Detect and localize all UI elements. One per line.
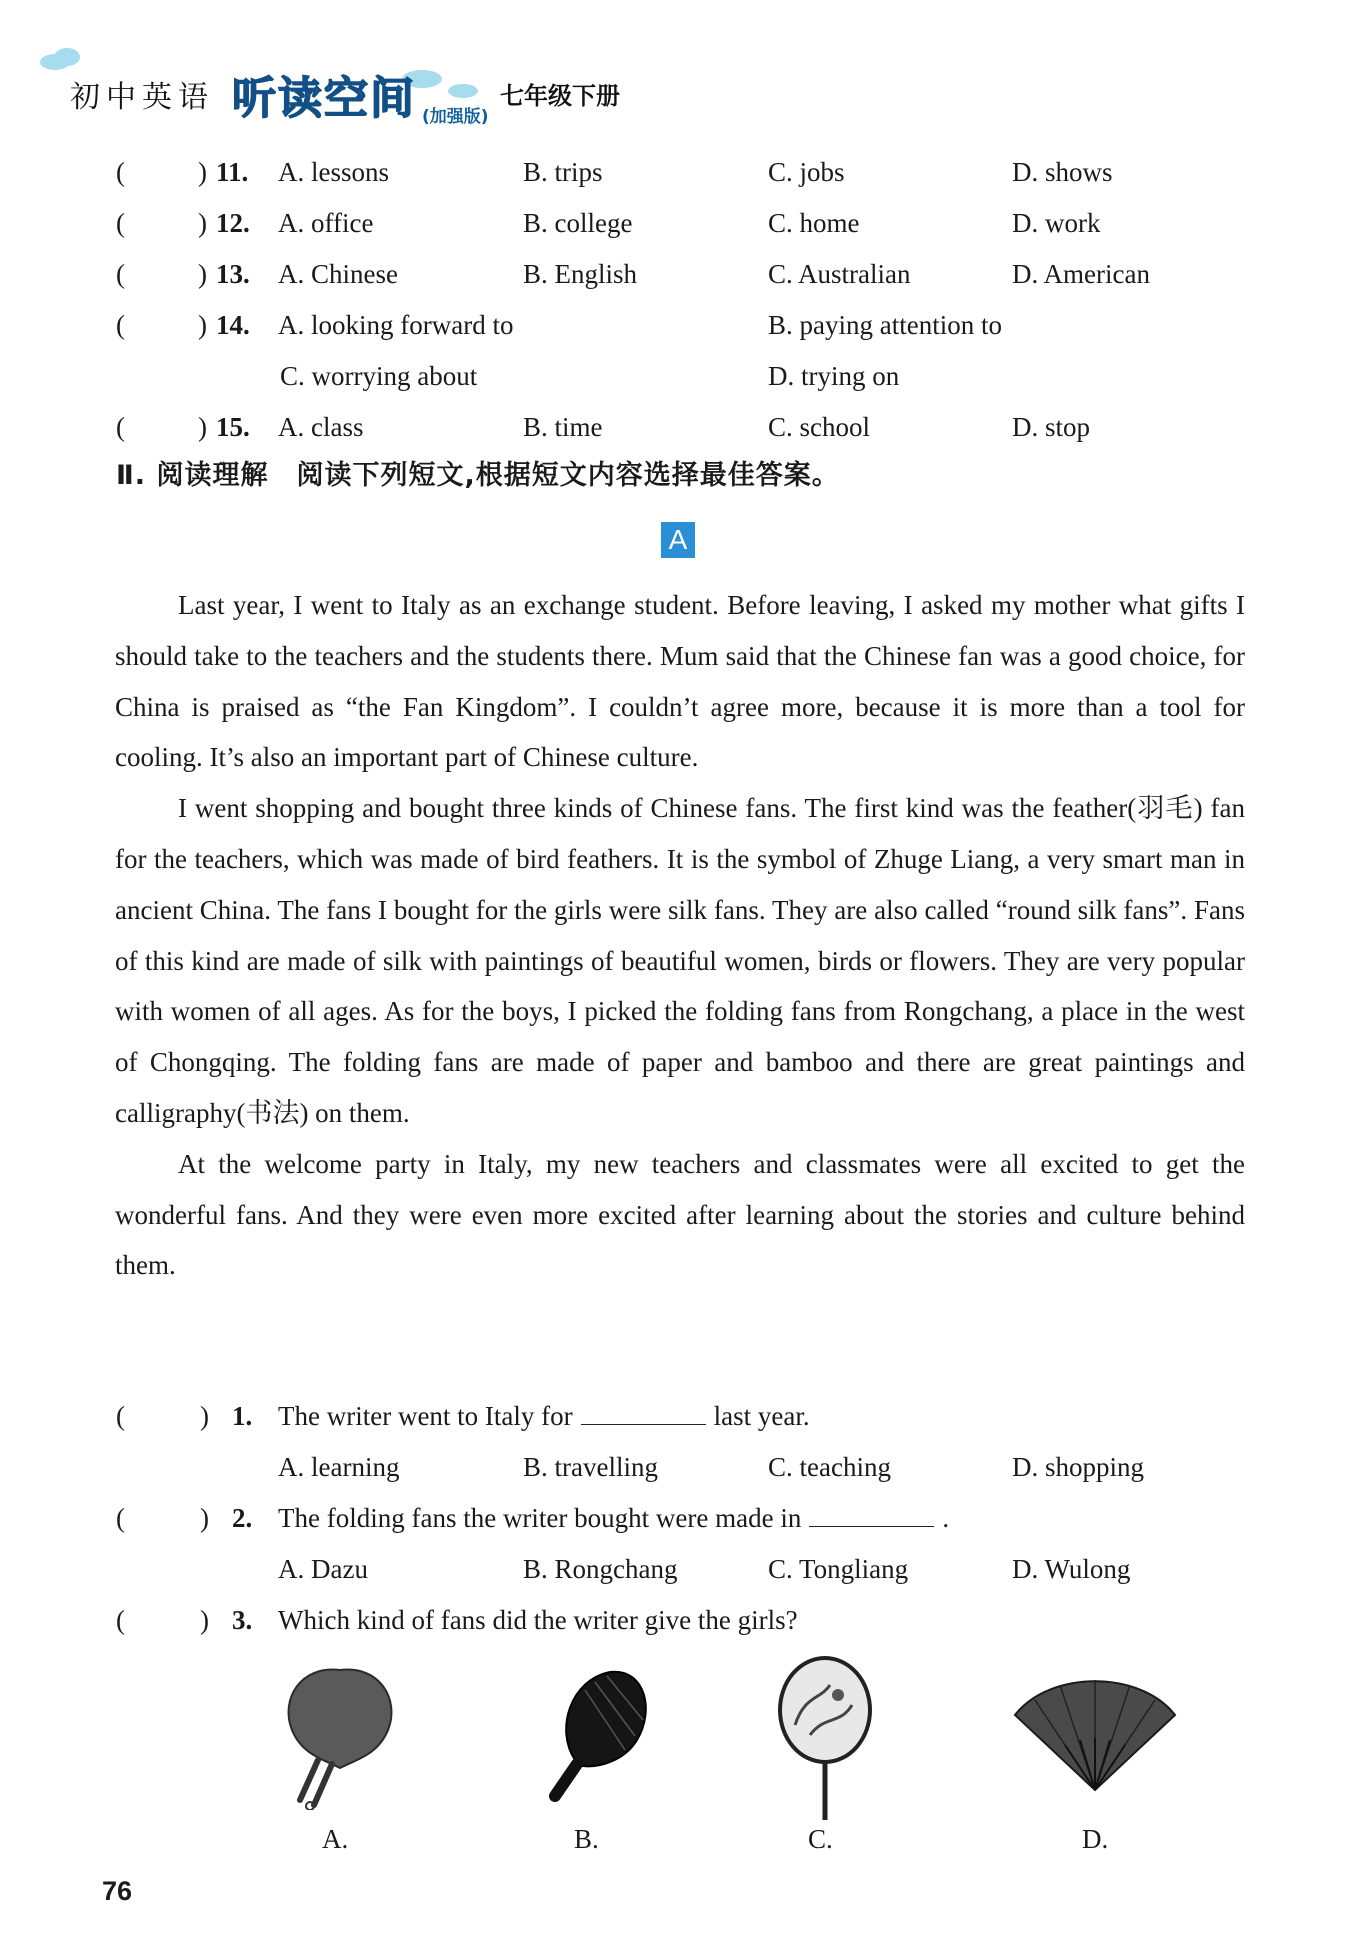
answer-blank xyxy=(809,1496,934,1527)
question-number: 11. xyxy=(216,157,249,187)
answer-paren-close: ) xyxy=(200,1401,209,1431)
question-number: 3. xyxy=(232,1605,253,1635)
question-row xyxy=(0,1598,1350,1642)
answer-paren-open: ( xyxy=(116,1503,125,1533)
option-b: B. paying attention to xyxy=(768,310,1002,340)
stem-text: . xyxy=(942,1503,950,1533)
edition-label: (加强版) xyxy=(422,107,489,127)
section-title: Ⅱ. 阅读理解 阅读下列短文,根据短文内容选择最佳答案。 xyxy=(116,460,840,491)
black-feather-fan-image xyxy=(525,1660,665,1810)
option-d: D. trying on xyxy=(768,361,900,391)
option-row xyxy=(0,1445,1350,1489)
answer-paren-close: ) xyxy=(198,208,207,238)
option-a: A. office xyxy=(278,208,374,238)
series-name: 初中英语 xyxy=(70,80,214,115)
answer-paren-close: ) xyxy=(198,412,207,442)
question-stem xyxy=(278,1496,949,1540)
option-a: A. lessons xyxy=(278,157,390,187)
option-b: B. college xyxy=(523,208,633,238)
passage-paragraph: Last year, I went to Italy as an exchange student. Before leaving, I asked my mother what gifts I should take to the teachers and the students there. Mum said that the Chinese fan was a good choice, for China is praised as “the Fan Kingdom”. I couldn’t agree more, because it is more than a tool for cooling. It’s also an important part of Chinese culture. xyxy=(115,590,1245,773)
feather-fan-image xyxy=(270,1660,410,1810)
question-number: 13. xyxy=(216,259,250,289)
option-b: B. time xyxy=(523,412,603,442)
question-number: 15. xyxy=(216,412,250,442)
option-a: A. looking forward to xyxy=(278,310,514,340)
question-number: 2. xyxy=(232,1503,253,1533)
question-stem xyxy=(278,1394,810,1438)
figure-label: C. xyxy=(808,1824,833,1854)
option-a: A. Dazu xyxy=(278,1554,368,1584)
reading-passage xyxy=(115,580,1245,1291)
option-d: D. work xyxy=(1012,208,1101,238)
page-number: 76 xyxy=(102,1876,133,1906)
question-row xyxy=(0,1496,1350,1540)
choice-row xyxy=(0,201,1350,245)
answer-paren-close: ) xyxy=(198,259,207,289)
option-b: B. trips xyxy=(523,157,603,187)
answer-paren-close: ) xyxy=(200,1503,209,1533)
option-b: B. travelling xyxy=(523,1452,658,1482)
question-stem xyxy=(278,1598,798,1642)
page-header xyxy=(40,40,740,130)
option-d: D. shopping xyxy=(1012,1452,1145,1482)
option-c: C. school xyxy=(768,412,871,442)
answer-paren-open: ( xyxy=(116,412,125,442)
answer-paren-close: ) xyxy=(200,1605,209,1635)
choice-row xyxy=(0,303,1350,347)
option-a: A. Chinese xyxy=(278,259,398,289)
option-b: B. Rongchang xyxy=(523,1554,678,1584)
answer-paren-open: ( xyxy=(116,310,125,340)
figure-label: B. xyxy=(574,1824,599,1854)
book-title: 听读空间 xyxy=(232,73,416,124)
answer-blank xyxy=(581,1394,706,1425)
option-c: C. jobs xyxy=(768,157,845,187)
cloud-decoration xyxy=(54,48,80,66)
option-c: C. teaching xyxy=(768,1452,891,1482)
option-d: D. Wulong xyxy=(1012,1554,1131,1584)
choice-row xyxy=(0,405,1350,449)
passage-tag: A xyxy=(661,522,695,558)
choice-row xyxy=(0,150,1350,194)
stem-text: The writer went to Italy for xyxy=(278,1401,573,1431)
option-d: D. stop xyxy=(1012,412,1091,442)
figure-label: A. xyxy=(322,1824,349,1854)
choice-row xyxy=(0,252,1350,296)
option-d: D. American xyxy=(1012,259,1150,289)
option-a: A. class xyxy=(278,412,364,442)
answer-paren-open: ( xyxy=(116,259,125,289)
answer-paren-open: ( xyxy=(116,208,125,238)
option-c: C. home xyxy=(768,208,860,238)
figure-label: D. xyxy=(1082,1824,1109,1854)
option-a: A. learning xyxy=(278,1452,400,1482)
answer-paren-close: ) xyxy=(198,157,207,187)
option-c: C. Australian xyxy=(768,259,911,289)
grade-label: 七年级下册 xyxy=(500,82,620,110)
cloud-decoration xyxy=(448,84,478,98)
option-d: D. shows xyxy=(1012,157,1113,187)
question-number: 14. xyxy=(216,310,250,340)
stem-text: Which kind of fans did the writer give the girls? xyxy=(278,1605,798,1635)
answer-paren-open: ( xyxy=(116,1605,125,1635)
stem-text: last year. xyxy=(713,1401,810,1431)
passage-paragraph: At the welcome party in Italy, my new teachers and classmates were all excited to get the wonderful fans. And they were even more excited after learning about the stories and culture behind them. xyxy=(115,1148,1245,1281)
passage-paragraph: I went shopping and bought three kinds of Chinese fans. The first kind was the feather(羽毛) fan for the teachers, which was made of bird feathers. It is the symbol of Zhuge Liang, a very smart man in ancient China. The fans I bought for the girls were silk fans. They are also called “round silk fans”. Fans of this kind are made of silk with paintings of beautiful women, birds or flowers. They are very popular with women of all ages. As for the boys, I picked the folding fans from Rongchang, a place in the west of Chongqing. The folding fans are made of paper and bamboo and there are great paintings and calligraphy(书法) on them. xyxy=(115,793,1245,1128)
answer-paren-open: ( xyxy=(116,1401,125,1431)
round-silk-fan-image xyxy=(770,1655,880,1825)
choice-row-continued xyxy=(0,354,1350,398)
question-number: 1. xyxy=(232,1401,253,1431)
option-c: C. worrying about xyxy=(280,361,478,391)
answer-paren-open: ( xyxy=(116,157,125,187)
option-row xyxy=(0,1547,1350,1591)
option-b: B. English xyxy=(523,259,638,289)
folding-fan-image xyxy=(1010,1670,1180,1800)
stem-text: The folding fans the writer bought were made in xyxy=(278,1503,802,1533)
answer-paren-close: ) xyxy=(198,310,207,340)
question-number: 12. xyxy=(216,208,250,238)
question-row xyxy=(0,1394,1350,1438)
option-c: C. Tongliang xyxy=(768,1554,909,1584)
fan-figures xyxy=(0,1640,1350,1860)
